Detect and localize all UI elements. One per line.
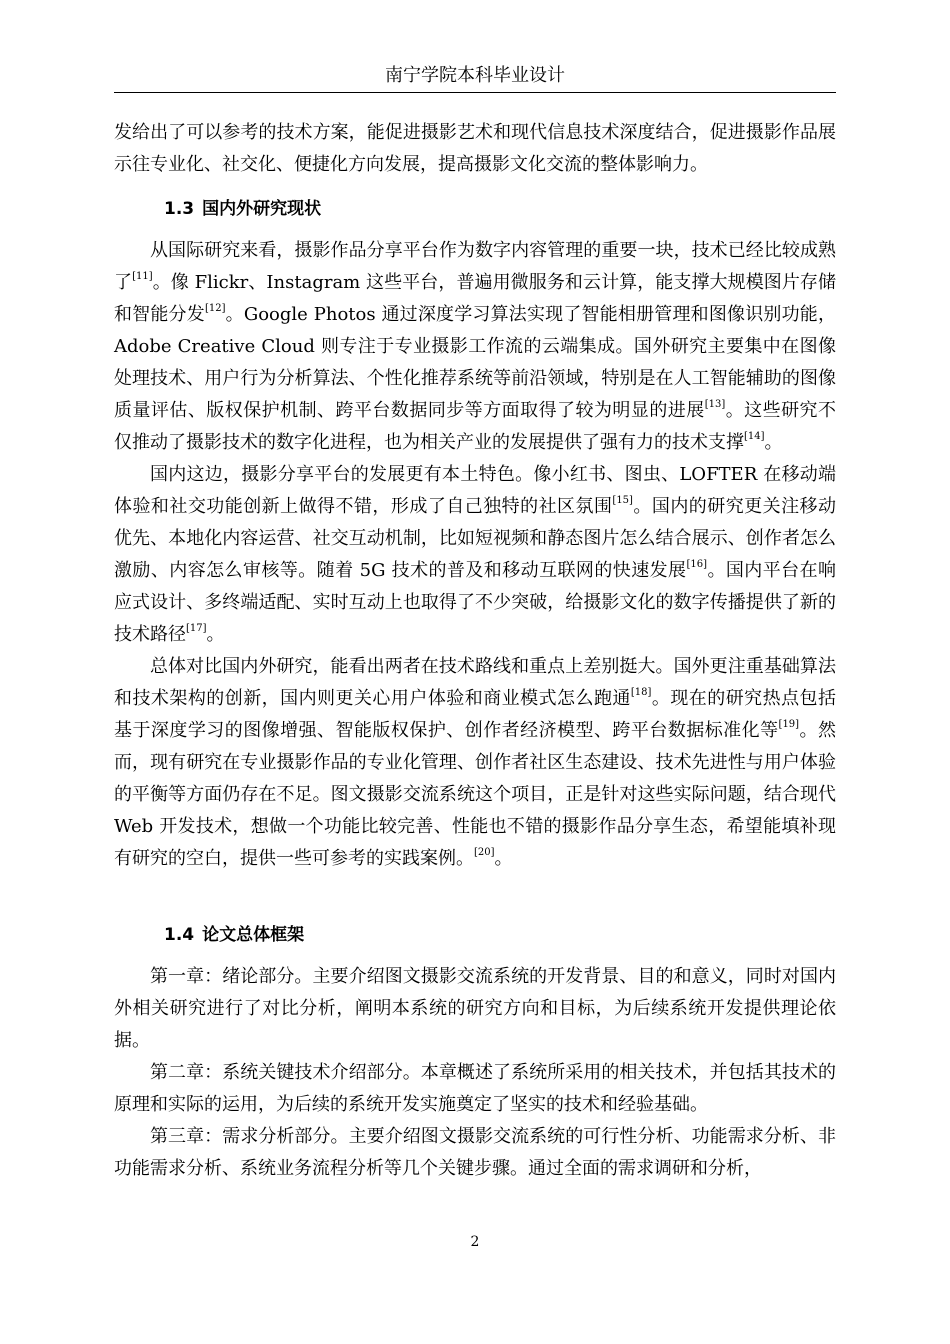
paragraph: 第一章：绪论部分。主要介绍图文摄影交流系统的开发背景、目的和意义，同时对国内外相关研究进行了对比分析，阐明本系统的研究方向和目标，为后续系统开发提供理论依据。 [114, 966, 836, 1051]
paragraph: 发给出了可以参考的技术方案，能促进摄影艺术和现代信息技术深度结合，促进摄影作品展示往专业化、社交化、便捷化方向发展，提高摄影文化交流的整体影响力。 [114, 122, 836, 175]
page-header [114, 62, 836, 93]
citation: [16] [686, 559, 708, 570]
page-footer [0, 1232, 950, 1252]
paragraph: 第三章：需求分析部分。主要介绍图文摄影交流系统的可行性分析、功能需求分析、非功能需求分析、系统业务流程分析等几个关键步骤。通过全面的需求调研和分析， [114, 1126, 836, 1179]
citation: [12] [204, 303, 226, 314]
section-heading-1-4 [114, 919, 836, 951]
paragraph: 从国际研究来看，摄影作品分享平台作为数字内容管理的重要一块，技术已经比较成熟了[11]。像 Flickr、Instagram 这些平台，普遍用微服务和云计算，能支撑大规模图片存储和智能分发[12]。Google Photos 通过深度学习算法实现了智能相册管理和图像识别功能，Adobe Creative Cloud 则专注于专业摄影工作流的云端集成。国外研究主要集中在图像处理技术、用户行为分析算法、个性化推荐系统等前沿领域，特别是在人工智能辅助的图像质量评估、版权保护机制、跨平台数据同步等方面取得了较为明显的进展[13]。这些研究不仅推动了摄影技术的数字化进程，也为相关产业的发展提供了强有力的技术支撑[14]。 [114, 240, 837, 453]
page-number: 2 [470, 1234, 480, 1250]
section-number: 1.4 [164, 925, 195, 945]
section-heading-1-3 [114, 193, 836, 225]
paragraph: 国内这边，摄影分享平台的发展更有本土特色。像小红书、图虫、LOFTER 在移动端体验和社交功能创新上做得不错，形成了自己独特的社区氛围[15]。国内的研究更关注移动优先、本地化内容运营、社交互动机制，比如短视频和静态图片怎么结合展示、创作者怎么激励、内容怎么审核等。随着 5G 技术的普及和移动互联网的快速发展[16]。国内平台在响应式设计、多终端适配、实时互动上也取得了不少突破，给摄影文化的数字传播提供了新的技术路径[17]。 [114, 464, 837, 645]
citation: [17] [186, 623, 207, 634]
citation: [11] [132, 271, 153, 282]
citation: [18] [630, 687, 652, 698]
paragraph: 总体对比国内外研究，能看出两者在技术路线和重点上差别挺大。国外更注重基础算法和技术架构的创新，国内则更关心用户体验和商业模式怎么跑通[18]。现在的研究热点包括基于深度学习的图像增强、智能版权保护、创作者经济模型、跨平台数据标准化等[19]。然而，现有研究在专业摄影作品的专业化管理、创作者社区生态建设、技术先进性与用户体验的平衡等方面仍存在不足。图文摄影交流系统这个项目，正是针对这些实际问题，结合现代 Web 开发技术，想做一个功能比较完善、性能也不错的摄影作品分享生态，希望能填补现有研究的空白，提供一些可参考的实践案例。[20]。 [114, 656, 837, 869]
citation: [19] [778, 719, 800, 730]
section-number: 1.3 [164, 199, 195, 219]
header-title: 南宁学院本科毕业设计 [385, 65, 565, 86]
citation: [14] [744, 431, 765, 442]
paragraph: 第二章：系统关键技术介绍部分。本章概述了系统所采用的相关技术，并包括其技术的原理和实际的运用，为后续的系统开发实施奠定了坚实的技术和经验基础。 [114, 1062, 836, 1115]
citation: [20] [474, 847, 495, 858]
citation: [15] [612, 495, 633, 506]
section-title: 国内外研究现状 [202, 199, 322, 219]
section-title: 论文总体框架 [202, 925, 305, 945]
document-body [114, 117, 836, 1185]
citation: [13] [704, 399, 726, 410]
